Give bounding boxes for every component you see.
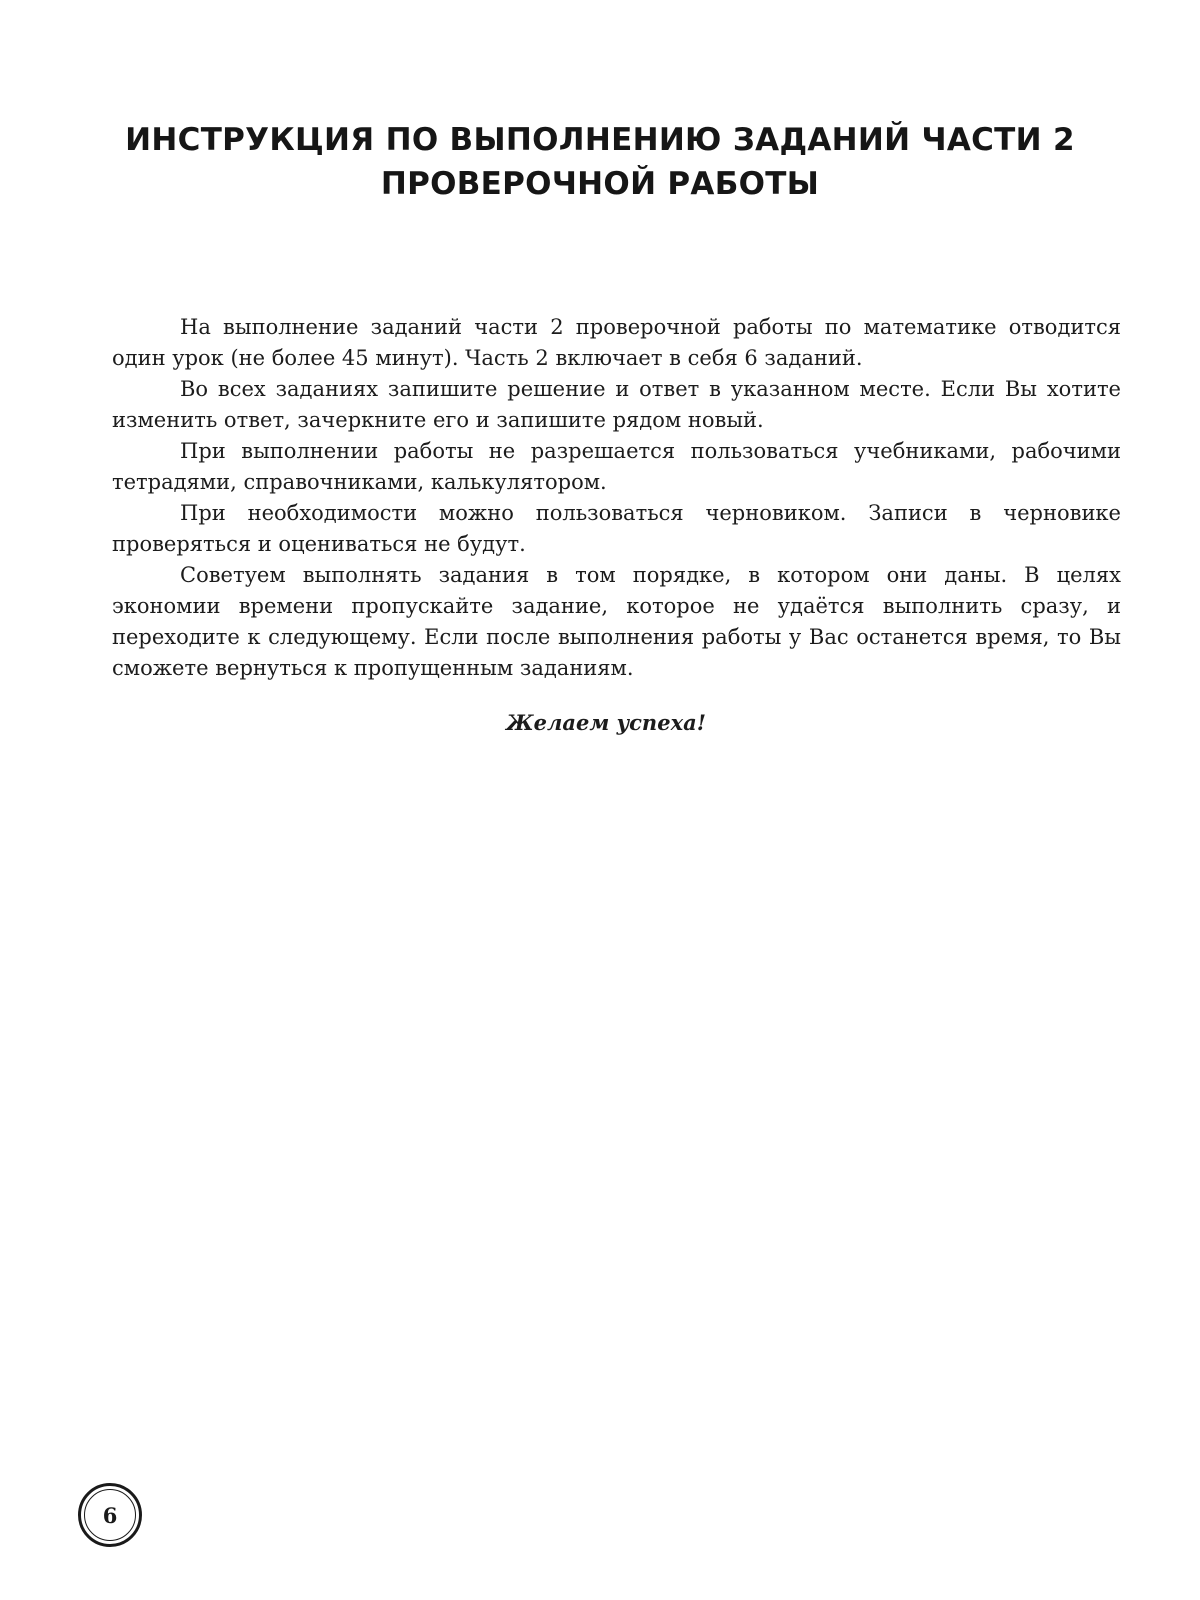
page-title-line-2: ПРОВЕРОЧНОЙ РАБОТЫ <box>380 166 820 202</box>
page-title <box>0 118 1200 206</box>
paragraph-draft: При необходимости можно пользоваться черновиком. Записи в черновике проверяться и оцениваться не будут. <box>112 501 1121 556</box>
page-number: 6 <box>102 1502 118 1528</box>
paragraph-answer-place: Во всех заданиях запишите решение и ответ в указанном месте. Если Вы хотите изменить ответ, зачеркните его и запишите рядом новый. <box>112 377 1121 432</box>
page-title-line-1: ИНСТРУКЦИЯ ПО ВЫПОЛНЕНИЮ ЗАДАНИЙ ЧАСТИ 2 <box>125 122 1075 158</box>
page-number-badge <box>78 1483 142 1547</box>
paragraph-time-allotted: На выполнение заданий части 2 проверочной работы по математике отводится один урок (не более 45 минут). Часть 2 включает в себя 6 заданий. <box>112 315 1121 370</box>
paragraph-advice: Советуем выполнять задания в том порядке, в котором они даны. В целях экономии времени пропускайте задание, которое не удаётся выполнить сразу, и переходите к следующему. Если после выполнения работы у Вас останется время, то Вы сможете вернуться к пропущенным заданиям. <box>112 563 1121 680</box>
instructions-body <box>112 312 1121 684</box>
closing-wish: Желаем успеха! <box>506 710 706 735</box>
paragraph-no-aids: При выполнении работы не разрешается пользоваться учебниками, рабочими тетрадями, справочниками, калькулятором. <box>112 439 1121 494</box>
